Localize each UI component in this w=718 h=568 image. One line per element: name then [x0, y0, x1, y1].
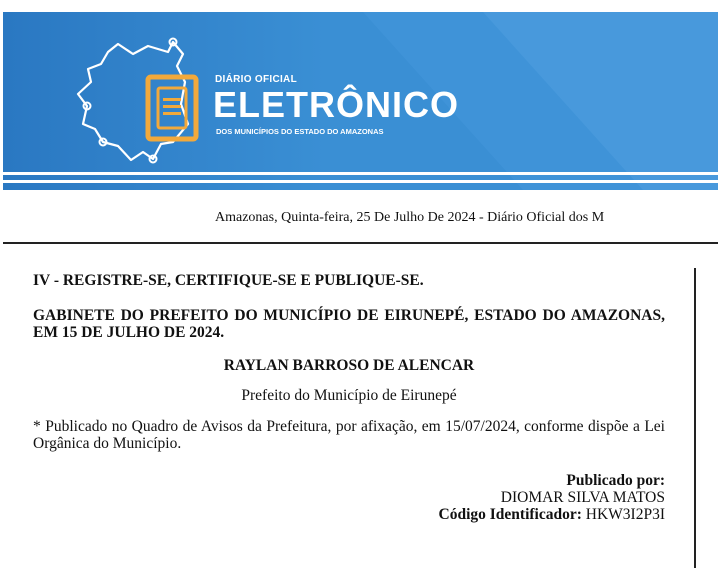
- brand-title: ELETRÔNICO: [213, 84, 460, 125]
- publication-note: * Publicado no Quadro de Avisos da Prefeitura, por afixação, em 15/07/2024, conforme dispõe a Lei Orgânica do Município.: [33, 418, 665, 452]
- clause-iv: IV - REGISTRE-SE, CERTIFIQUE-SE E PUBLIQUE-SE.: [33, 272, 424, 289]
- banner-stripe: [3, 180, 718, 183]
- masthead-banner: [3, 12, 718, 190]
- identifier-line: [33, 506, 665, 523]
- document-icon: [145, 74, 199, 142]
- header-divider: [3, 242, 718, 244]
- banner-stripe: [3, 172, 718, 175]
- gabinete-statement: GABINETE DO PREFEITO DO MUNICÍPIO DE EIRUNEPÉ, ESTADO DO AMAZONAS, EM 15 DE JULHO DE 2024.: [33, 307, 665, 341]
- signatory-name: RAYLAN BARROSO DE ALENCAR: [223, 357, 475, 374]
- published-by-name: DIOMAR SILVA MATOS: [500, 489, 665, 506]
- signatory-role: Prefeito do Município de Eirunepé: [241, 387, 457, 404]
- published-by-label: Publicado por:: [566, 472, 665, 489]
- identifier-label: Código Identificador:: [438, 506, 582, 523]
- document-body: [33, 272, 665, 523]
- edition-header-line: Amazonas, Quinta-feira, 25 De Julho De 2024 - Diário Oficial dos M: [215, 210, 605, 225]
- brand-subtitle-bottom: DOS MUNICÍPIOS DO ESTADO DO AMAZONAS: [216, 127, 384, 136]
- identifier-value: HKW3I2P3I: [585, 506, 665, 523]
- brand-subtitle-top: DIÁRIO OFICIAL: [215, 74, 297, 85]
- column-divider: [694, 268, 696, 568]
